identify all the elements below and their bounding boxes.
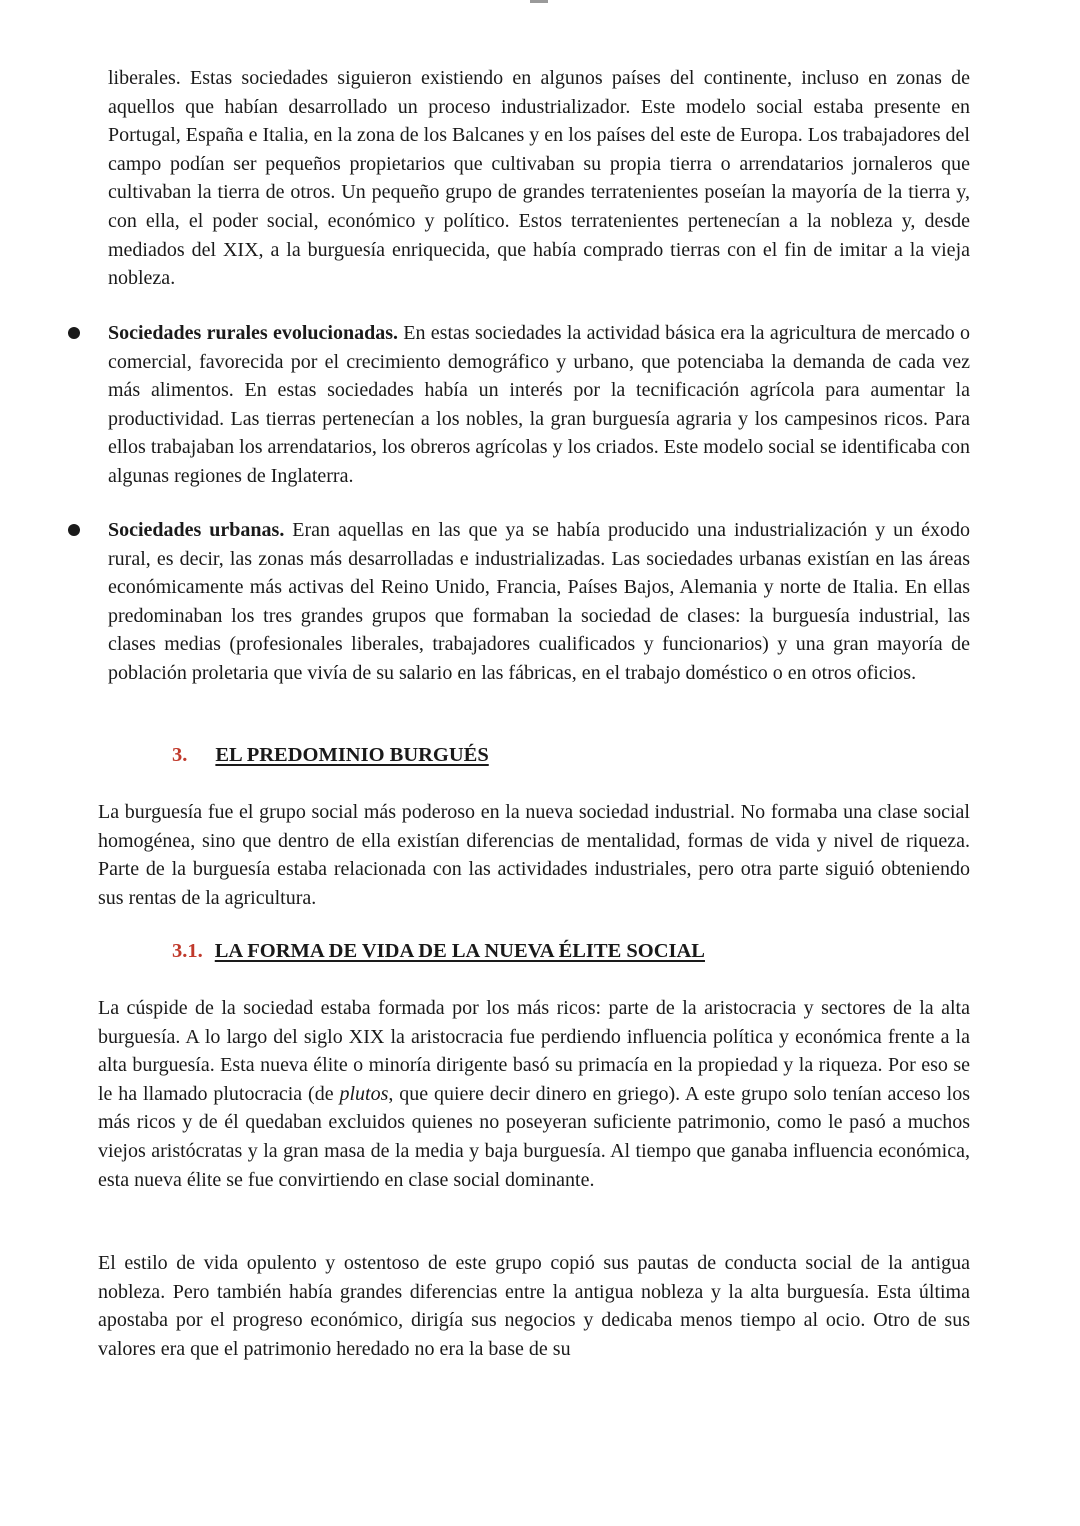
paragraph-lifestyle: El estilo de vida opulento y ostentoso de este grupo copió sus pautas de conducta social de la antigua nobleza. Pero también había grandes diferencias entre la antigua nobleza y la alta burguesía. Esta última apostaba por el progreso económico, dirigía sus negocios y dedicaba menos tiempo al ocio. Otro de sus valores era que el patrimonio heredado no era la base de su (98, 1252, 970, 1360)
paragraph-text: La cúspide de la sociedad estaba formada por los más ricos: parte de la aristocracia y sectores de la alta burguesía. A lo largo del siglo XIX la aristocracia fue perdiendo influencia política y económica frente a la alta burguesía. Esta nueva élite o minoría dirigente basó su primacía en la propiedad y la riqueza. Por eso se le ha llamado plutocracia (de (98, 997, 970, 1105)
section-heading-3-1 (172, 938, 705, 964)
paragraph-rural-traditional-continued: liberales. Estas sociedades siguieron existiendo en algunos países del continente, incluso en zonas de aquellos que habían desarrollado un proceso industrializador. Este modelo social estaba presente en Portugal, España e Italia, en la zona de los Balcanes y en los países del este de Europa. Los trabajadores del campo podían ser pequeños propietarios que cultivaban su propia tierra o arrendatarios jornaleros que cultivaban la tierra de otros. Un pequeño grupo de grandes terratenientes poseían la mayoría de la tierra y, con ella, el poder social, económico y político. Estos terratenientes pertenecían a la nobleza y, desde mediados del XIX, a la burguesía enriquecida, que había comprado tierras con el fin de imitar a la vieja nobleza. (108, 67, 970, 290)
section-number: 3.1. (172, 940, 203, 962)
paragraph-bourgeoisie: La burguesía fue el grupo social más poderoso en la nueva sociedad industrial. No formaba una clase social homogénea, sino que dentro de ella existían diferencias de mentalidad, formas de vida y nivel de riqueza. Parte de la burguesía estaba relacionada con las actividades industriales, pero otra parte siguió obteniendo sus rentas de la agricultura. (98, 801, 970, 909)
list-item-rural-evolved (108, 319, 970, 491)
bullet-icon (68, 524, 80, 536)
list-item-text: En estas sociedades la actividad básica era la agricultura de mercado o comercial, favorecida por el crecimiento demográfico y urbano, que potenciaba la demanda de cada vez más alimentos. En estas sociedades había un interés por la tecnificación agrícola para aumentar la productividad. Las tierras pertenecían a los nobles, la gran burguesía agraria y los campesinos ricos. Para ellos trabajaban los arrendatarios, los obreros agrícolas y los criados. Este modelo social se identificaba con algunas regiones de Inglaterra. (108, 322, 971, 487)
list-item-lead: Sociedades rurales evolucionadas. (108, 322, 399, 344)
list-item-text: Eran aquellas en las que ya se había producido una industrialización y un éxodo rural, es decir, las zonas más desarrolladas e industrializadas. Las sociedades urbanas existían en las áreas económicamente más activas del Reino Unido, Francia, Países Bajos, Alemania y norte de Italia. En ellas predominaban los tres grandes grupos que formaban la sociedad de clases: la burguesía industrial, las clases medias (profesionales liberales, trabajadores cualificados y funcionarios) y una gran mayoría de población proletaria que vivía de su salario en las fábricas, en el trabajo doméstico o en otros oficios. (108, 519, 970, 684)
section-heading-3 (172, 742, 489, 768)
list-item-urban (108, 516, 970, 688)
bullet-icon (68, 327, 80, 339)
section-number: 3. (172, 744, 188, 766)
list-item-lead: Sociedades urbanas. (108, 519, 285, 541)
paragraph-text: , que quiere decir dinero en griego). A este grupo solo tenían acceso los más ricos y de él quedaban excluidos quienes no poseyeran suficiente patrimonio, como le pasó a muchos viejos aristócratas y la gran masa de la media y baja burguesía. Al tiempo que ganaba influencia económica, esta nueva élite se fue convirtiendo en clase social dominante. (98, 1082, 971, 1191)
page-top-mark (530, 0, 548, 3)
section-title: LA FORMA DE VIDA DE LA NUEVA ÉLITE SOCIAL (214, 940, 705, 962)
italic-term: plutos (339, 1082, 389, 1105)
section-title: EL PREDOMINIO BURGUÉS (215, 744, 489, 766)
paragraph-elite (98, 994, 970, 1194)
